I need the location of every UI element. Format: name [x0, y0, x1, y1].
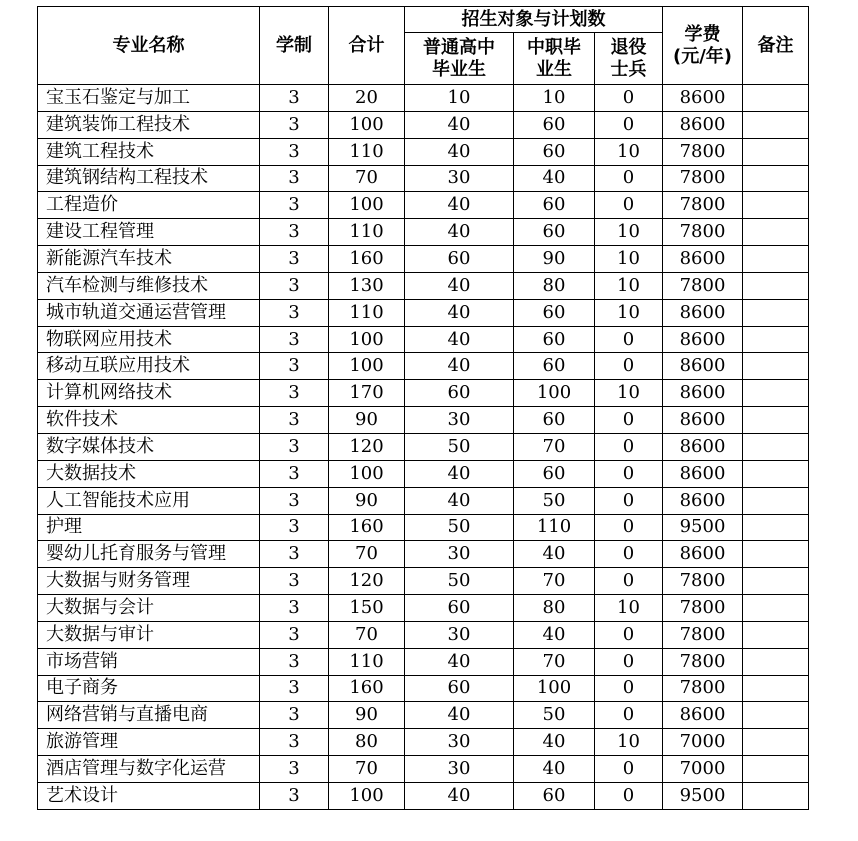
hs-grad-cell: 60: [405, 675, 514, 702]
total-cell: 90: [329, 487, 405, 514]
table-row: [38, 380, 809, 407]
major-cell: 移动互联应用技术: [38, 353, 260, 380]
vocational-grad-cell: 60: [514, 111, 595, 138]
hs-grad-cell: 40: [405, 487, 514, 514]
veterans-cell: 10: [595, 299, 663, 326]
hs-grad-cell: 40: [405, 111, 514, 138]
tuition-cell: 9500: [663, 514, 743, 541]
years-cell: 3: [260, 272, 329, 299]
table-row: [38, 595, 809, 622]
years-cell: 3: [260, 514, 329, 541]
vocational-grad-cell: 40: [514, 165, 595, 192]
vocational-grad-cell: 70: [514, 433, 595, 460]
major-cell: 建设工程管理: [38, 219, 260, 246]
total-cell: 100: [329, 192, 405, 219]
table-header: [38, 7, 809, 85]
hs-grad-cell: 40: [405, 782, 514, 809]
vocational-grad-cell: 110: [514, 514, 595, 541]
major-cell: 城市轨道交通运营管理: [38, 299, 260, 326]
veterans-cell: 0: [595, 407, 663, 434]
total-cell: 70: [329, 756, 405, 783]
years-cell: 3: [260, 568, 329, 595]
table-row: [38, 219, 809, 246]
major-cell: 人工智能技术应用: [38, 487, 260, 514]
vocational-grad-cell: 90: [514, 246, 595, 273]
notes-cell: [743, 729, 809, 756]
vocational-grad-cell: 40: [514, 541, 595, 568]
veterans-cell: 0: [595, 514, 663, 541]
vocational-grad-cell: 10: [514, 85, 595, 112]
notes-cell: [743, 111, 809, 138]
vocational-grad-cell: 100: [514, 380, 595, 407]
veterans-cell: 0: [595, 568, 663, 595]
years-cell: 3: [260, 111, 329, 138]
major-cell: 电子商务: [38, 675, 260, 702]
notes-cell: [743, 782, 809, 809]
table-row: [38, 111, 809, 138]
tuition-cell: 8600: [663, 353, 743, 380]
veterans-cell: 0: [595, 353, 663, 380]
hs-grad-cell: 60: [405, 380, 514, 407]
total-cell: 20: [329, 85, 405, 112]
major-cell: 艺术设计: [38, 782, 260, 809]
tuition-cell: 8600: [663, 702, 743, 729]
notes-cell: [743, 85, 809, 112]
notes-cell: [743, 380, 809, 407]
major-cell: 大数据与审计: [38, 621, 260, 648]
years-cell: 3: [260, 702, 329, 729]
years-cell: 3: [260, 219, 329, 246]
total-cell: 130: [329, 272, 405, 299]
years-cell: 3: [260, 407, 329, 434]
tuition-cell: 8600: [663, 433, 743, 460]
vocational-grad-cell: 50: [514, 487, 595, 514]
notes-cell: [743, 165, 809, 192]
vocational-grad-cell: 40: [514, 729, 595, 756]
table-row: [38, 299, 809, 326]
notes-cell: [743, 621, 809, 648]
veterans-cell: 0: [595, 111, 663, 138]
total-cell: 160: [329, 514, 405, 541]
veterans-cell: 0: [595, 541, 663, 568]
notes-cell: [743, 541, 809, 568]
notes-cell: [743, 407, 809, 434]
hs-grad-cell: 50: [405, 568, 514, 595]
hs-grad-cell: 30: [405, 541, 514, 568]
total-cell: 100: [329, 460, 405, 487]
tuition-cell: 7800: [663, 165, 743, 192]
total-cell: 120: [329, 568, 405, 595]
header-notes: 备注: [743, 7, 809, 85]
total-cell: 70: [329, 621, 405, 648]
tuition-cell: 8600: [663, 299, 743, 326]
table-row: [38, 433, 809, 460]
hs-grad-cell: 40: [405, 138, 514, 165]
table-row: [38, 675, 809, 702]
vocational-grad-cell: 60: [514, 138, 595, 165]
total-cell: 110: [329, 138, 405, 165]
hs-grad-cell: 50: [405, 514, 514, 541]
notes-cell: [743, 299, 809, 326]
tuition-cell: 8600: [663, 246, 743, 273]
table-row: [38, 407, 809, 434]
table-row: [38, 165, 809, 192]
notes-cell: [743, 648, 809, 675]
veterans-cell: 10: [595, 595, 663, 622]
total-cell: 100: [329, 111, 405, 138]
years-cell: 3: [260, 246, 329, 273]
notes-cell: [743, 568, 809, 595]
total-cell: 100: [329, 353, 405, 380]
hs-grad-cell: 60: [405, 595, 514, 622]
major-cell: 大数据与会计: [38, 595, 260, 622]
hs-grad-cell: 30: [405, 165, 514, 192]
tuition-cell: 8600: [663, 380, 743, 407]
major-cell: 旅游管理: [38, 729, 260, 756]
major-cell: 市场营销: [38, 648, 260, 675]
veterans-cell: 0: [595, 648, 663, 675]
major-cell: 汽车检测与维修技术: [38, 272, 260, 299]
hs-grad-cell: 40: [405, 702, 514, 729]
notes-cell: [743, 192, 809, 219]
years-cell: 3: [260, 782, 329, 809]
major-cell: 软件技术: [38, 407, 260, 434]
years-cell: 3: [260, 85, 329, 112]
veterans-cell: 0: [595, 192, 663, 219]
hs-grad-cell: 40: [405, 460, 514, 487]
tuition-cell: 7800: [663, 675, 743, 702]
tuition-cell: 7000: [663, 729, 743, 756]
hs-grad-cell: 40: [405, 272, 514, 299]
veterans-cell: 0: [595, 702, 663, 729]
enrollment-plan-table: [37, 6, 809, 810]
total-cell: 90: [329, 407, 405, 434]
total-cell: 100: [329, 782, 405, 809]
years-cell: 3: [260, 595, 329, 622]
tuition-cell: 7800: [663, 568, 743, 595]
veterans-cell: 0: [595, 675, 663, 702]
vocational-grad-cell: 50: [514, 702, 595, 729]
major-cell: 数字媒体技术: [38, 433, 260, 460]
hs-grad-cell: 30: [405, 729, 514, 756]
veterans-cell: 10: [595, 729, 663, 756]
table-row: [38, 621, 809, 648]
total-cell: 150: [329, 595, 405, 622]
notes-cell: [743, 326, 809, 353]
major-cell: 工程造价: [38, 192, 260, 219]
vocational-grad-cell: 60: [514, 782, 595, 809]
notes-cell: [743, 246, 809, 273]
tuition-cell: 7800: [663, 595, 743, 622]
major-cell: 物联网应用技术: [38, 326, 260, 353]
veterans-cell: 10: [595, 138, 663, 165]
major-cell: 宝玉石鉴定与加工: [38, 85, 260, 112]
table-row: [38, 702, 809, 729]
tuition-cell: 7800: [663, 648, 743, 675]
years-cell: 3: [260, 192, 329, 219]
years-cell: 3: [260, 487, 329, 514]
notes-cell: [743, 272, 809, 299]
veterans-cell: 0: [595, 460, 663, 487]
tuition-cell: 7800: [663, 272, 743, 299]
vocational-grad-cell: 60: [514, 326, 595, 353]
years-cell: 3: [260, 460, 329, 487]
vocational-grad-cell: 40: [514, 756, 595, 783]
years-cell: 3: [260, 621, 329, 648]
years-cell: 3: [260, 353, 329, 380]
major-cell: 计算机网络技术: [38, 380, 260, 407]
notes-cell: [743, 138, 809, 165]
notes-cell: [743, 460, 809, 487]
years-cell: 3: [260, 541, 329, 568]
years-cell: 3: [260, 138, 329, 165]
veterans-cell: 10: [595, 219, 663, 246]
veterans-cell: 10: [595, 246, 663, 273]
table-row: [38, 272, 809, 299]
hs-grad-cell: 40: [405, 353, 514, 380]
hs-grad-cell: 30: [405, 756, 514, 783]
table-row: [38, 541, 809, 568]
years-cell: 3: [260, 433, 329, 460]
years-cell: 3: [260, 326, 329, 353]
veterans-cell: 10: [595, 380, 663, 407]
major-cell: 大数据与财务管理: [38, 568, 260, 595]
tuition-cell: 8600: [663, 460, 743, 487]
total-cell: 160: [329, 246, 405, 273]
hs-grad-cell: 30: [405, 407, 514, 434]
table-body: [38, 85, 809, 810]
hs-grad-cell: 40: [405, 648, 514, 675]
vocational-grad-cell: 100: [514, 675, 595, 702]
hs-grad-cell: 60: [405, 246, 514, 273]
total-cell: 70: [329, 541, 405, 568]
table-row: [38, 648, 809, 675]
header-total: 合计: [329, 7, 405, 85]
notes-cell: [743, 487, 809, 514]
table-row: [38, 487, 809, 514]
years-cell: 3: [260, 380, 329, 407]
veterans-cell: 0: [595, 782, 663, 809]
total-cell: 120: [329, 433, 405, 460]
major-cell: 护理: [38, 514, 260, 541]
tuition-cell: 7800: [663, 219, 743, 246]
header-vocational-grad: 中职毕业生: [514, 33, 595, 85]
header-veterans: 退役士兵: [595, 33, 663, 85]
vocational-grad-cell: 60: [514, 219, 595, 246]
hs-grad-cell: 40: [405, 192, 514, 219]
total-cell: 70: [329, 165, 405, 192]
vocational-grad-cell: 60: [514, 192, 595, 219]
major-cell: 婴幼儿托育服务与管理: [38, 541, 260, 568]
notes-cell: [743, 595, 809, 622]
table-row: [38, 246, 809, 273]
notes-cell: [743, 756, 809, 783]
veterans-cell: 10: [595, 272, 663, 299]
vocational-grad-cell: 70: [514, 648, 595, 675]
vocational-grad-cell: 80: [514, 272, 595, 299]
tuition-cell: 8600: [663, 111, 743, 138]
major-cell: 大数据技术: [38, 460, 260, 487]
vocational-grad-cell: 60: [514, 299, 595, 326]
vocational-grad-cell: 60: [514, 407, 595, 434]
major-cell: 建筑钢结构工程技术: [38, 165, 260, 192]
total-cell: 110: [329, 299, 405, 326]
tuition-cell: 7000: [663, 756, 743, 783]
major-cell: 酒店管理与数字化运营: [38, 756, 260, 783]
hs-grad-cell: 40: [405, 326, 514, 353]
total-cell: 100: [329, 326, 405, 353]
total-cell: 80: [329, 729, 405, 756]
years-cell: 3: [260, 729, 329, 756]
tuition-cell: 7800: [663, 621, 743, 648]
table-row: [38, 192, 809, 219]
header-major: 专业名称: [38, 7, 260, 85]
tuition-cell: 8600: [663, 407, 743, 434]
tuition-cell: 8600: [663, 541, 743, 568]
veterans-cell: 0: [595, 621, 663, 648]
major-cell: 新能源汽车技术: [38, 246, 260, 273]
vocational-grad-cell: 60: [514, 460, 595, 487]
vocational-grad-cell: 80: [514, 595, 595, 622]
header-years: 学制: [260, 7, 329, 85]
years-cell: 3: [260, 756, 329, 783]
years-cell: 3: [260, 165, 329, 192]
hs-grad-cell: 40: [405, 299, 514, 326]
major-cell: 建筑装饰工程技术: [38, 111, 260, 138]
veterans-cell: 0: [595, 433, 663, 460]
table-row: [38, 85, 809, 112]
major-cell: 网络营销与直播电商: [38, 702, 260, 729]
table-row: [38, 729, 809, 756]
years-cell: 3: [260, 675, 329, 702]
table-row: [38, 568, 809, 595]
header-hs-grad: 普通高中毕业生: [405, 33, 514, 85]
tuition-cell: 8600: [663, 487, 743, 514]
total-cell: 110: [329, 648, 405, 675]
veterans-cell: 0: [595, 165, 663, 192]
notes-cell: [743, 675, 809, 702]
vocational-grad-cell: 40: [514, 621, 595, 648]
total-cell: 160: [329, 675, 405, 702]
tuition-cell: 9500: [663, 782, 743, 809]
header-tuition: 学费(元/年): [663, 7, 743, 85]
hs-grad-cell: 10: [405, 85, 514, 112]
notes-cell: [743, 433, 809, 460]
major-cell: 建筑工程技术: [38, 138, 260, 165]
table-row: [38, 326, 809, 353]
tuition-cell: 8600: [663, 326, 743, 353]
hs-grad-cell: 30: [405, 621, 514, 648]
years-cell: 3: [260, 299, 329, 326]
total-cell: 170: [329, 380, 405, 407]
years-cell: 3: [260, 648, 329, 675]
veterans-cell: 0: [595, 756, 663, 783]
table-row: [38, 782, 809, 809]
notes-cell: [743, 702, 809, 729]
total-cell: 90: [329, 702, 405, 729]
table-row: [38, 514, 809, 541]
table-row: [38, 460, 809, 487]
veterans-cell: 0: [595, 85, 663, 112]
total-cell: 110: [329, 219, 405, 246]
notes-cell: [743, 514, 809, 541]
tuition-cell: 7800: [663, 138, 743, 165]
header-target-group: 招生对象与计划数: [405, 7, 663, 33]
vocational-grad-cell: 60: [514, 353, 595, 380]
hs-grad-cell: 40: [405, 219, 514, 246]
tuition-cell: 8600: [663, 85, 743, 112]
veterans-cell: 0: [595, 487, 663, 514]
veterans-cell: 0: [595, 326, 663, 353]
notes-cell: [743, 353, 809, 380]
table-row: [38, 353, 809, 380]
notes-cell: [743, 219, 809, 246]
table-row: [38, 756, 809, 783]
hs-grad-cell: 50: [405, 433, 514, 460]
table-row: [38, 138, 809, 165]
vocational-grad-cell: 70: [514, 568, 595, 595]
tuition-cell: 7800: [663, 192, 743, 219]
